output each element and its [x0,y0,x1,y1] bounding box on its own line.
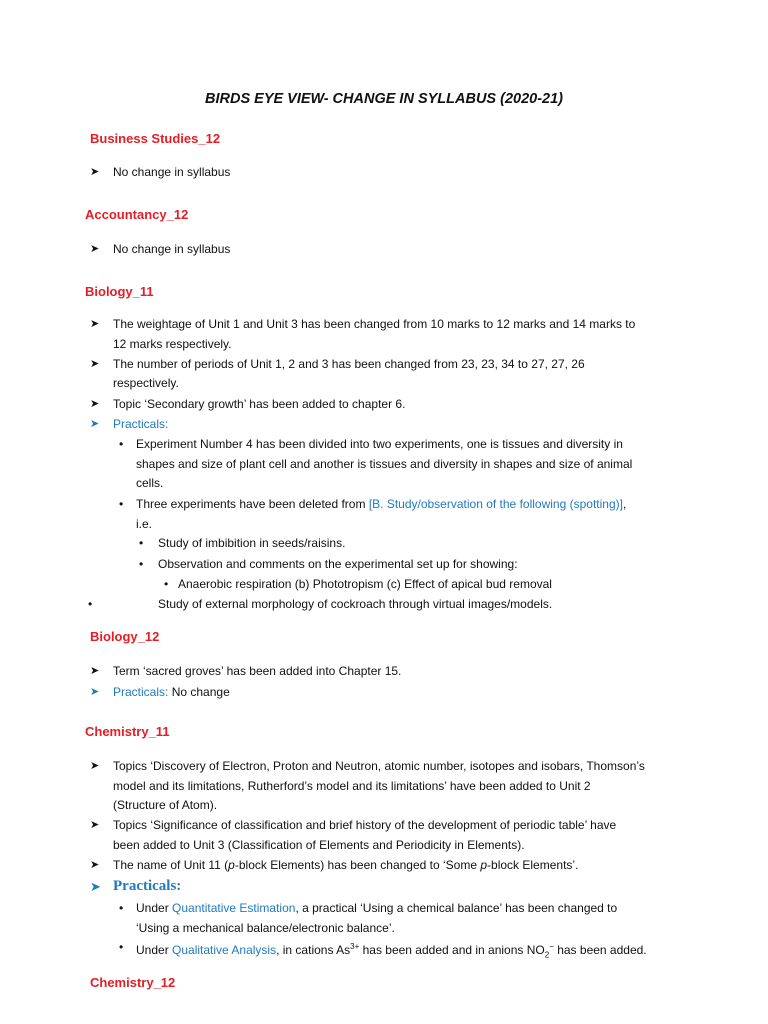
heading-biology-11: Biology_11 [85,284,154,299]
chemistry11-topic-1-line2: model and its limitations, Rutherford’s model and its limitations’ have been added to Unit 2 [113,779,591,793]
arrow-bullet-icon: ➤ [90,398,100,410]
arrow-bullet-icon: ➤ [90,859,100,871]
biology11-exp2-line1: Three experiments have been deleted from [B. Study/observation of the following (spotting)], [136,497,627,511]
chemistry11-topic-2-line1: Topics ‘Significance of classification and brief history of the development of periodic table’ have [113,818,617,832]
biology12-practicals: Practicals: No change [113,685,230,699]
bullet-icon: • [164,577,169,591]
chemistry11-topic-2-line2: been added to Unit 3 (Classification of Elements and Periodicity in Elements). [113,838,525,852]
biology11-item-3: Topic ‘Secondary growth’ has been added to chapter 6. [113,397,406,411]
arrow-bullet-icon: ➤ [90,665,100,677]
biology11-item-2-line2: respectively. [113,376,179,390]
accountancy-item: No change in syllabus [113,242,231,256]
bullet-icon: • [139,557,144,571]
arrow-bullet-icon: ➤ [90,819,100,831]
biology11-practicals-label: Practicals: [113,417,169,431]
biology11-item-1-line2: 12 marks respectively. [113,337,232,351]
arrow-bullet-icon: ➤ [90,686,100,698]
heading-chemistry-12: Chemistry_12 [90,975,176,990]
biology12-item-1: Term ‘sacred groves’ has been added into Chapter 15. [113,664,402,678]
arrow-bullet-icon: ➤ [90,318,100,330]
biology11-sub-2: Observation and comments on the experimental set up for showing: [158,557,518,571]
biology11-sub-4: Study of external morphology of cockroach through virtual images/models. [158,597,553,611]
business-item: No change in syllabus [113,165,231,179]
biology11-sub-1: Study of imbibition in seeds/raisins. [158,536,346,550]
bullet-icon: • [119,940,124,954]
arrow-bullet-icon: ➤ [90,879,101,894]
biology11-exp1-line3: cells. [136,476,164,490]
chemistry11-practical-1-line1: Under Quantitative Estimation, a practical ‘Using a chemical balance’ has been changed to [136,901,618,915]
heading-business-studies: Business Studies_12 [90,131,221,146]
biology11-exp2-line2: i.e. [136,517,153,531]
chemistry11-practical-2: Under Qualitative Analysis, in cations $As^{3+}$ has been added and in anions $NO_2^-$ has been added. [136,942,647,960]
biology11-exp1-line2: shapes and size of plant cell and another is tissues and diversity in shapes and size of animal [136,457,633,471]
bullet-icon: • [119,437,124,451]
heading-biology-12: Biology_12 [90,629,160,644]
biology11-item-2-line1: The number of periods of Unit 1, 2 and 3 has been changed from 23, 23, 34 to 27, 27, 26 [113,357,585,371]
chemistry11-topic-3: The name of Unit 11 (p-block Elements) has been changed to ‘Some p-block Elements’. [113,858,579,872]
bullet-icon: • [119,901,124,915]
bullet-icon: • [139,536,144,550]
biology11-item-1-line1: The weightage of Unit 1 and Unit 3 has been changed from 10 marks to 12 marks and 14 marks to [113,317,636,331]
arrow-bullet-icon: ➤ [90,358,100,370]
chemistry11-practicals-label: Practicals: [113,878,182,894]
chemistry11-topic-1-line1: Topics ‘Discovery of Electron, Proton and Neutron, atomic number, isotopes and isobars, Thomson’s [113,759,645,773]
bullet-icon: • [119,497,124,511]
bullet-icon: • [88,597,93,611]
heading-accountancy: Accountancy_12 [85,207,189,222]
arrow-bullet-icon: ➤ [90,418,100,430]
arrow-bullet-icon: ➤ [90,166,100,178]
heading-chemistry-11: Chemistry_11 [85,724,170,739]
page-title: BIRDS EYE VIEW- CHANGE IN SYLLABUS (2020-21) [205,91,563,107]
spotting-link-text: [B. Study/observation of the following (spotting)] [368,497,623,511]
chemistry11-practical-1-line2: ‘Using a mechanical balance/electronic balance’. [136,921,395,935]
chemistry11-topic-1-line3: (Structure of Atom). [113,798,218,812]
arrow-bullet-icon: ➤ [90,243,100,255]
arrow-bullet-icon: ➤ [90,760,100,772]
biology11-sub-3: Anaerobic respiration (b) Phototropism (c) Effect of apical bud removal [178,577,552,591]
biology11-exp1-line1: Experiment Number 4 has been divided into two experiments, one is tissues and diversity in [136,437,623,451]
